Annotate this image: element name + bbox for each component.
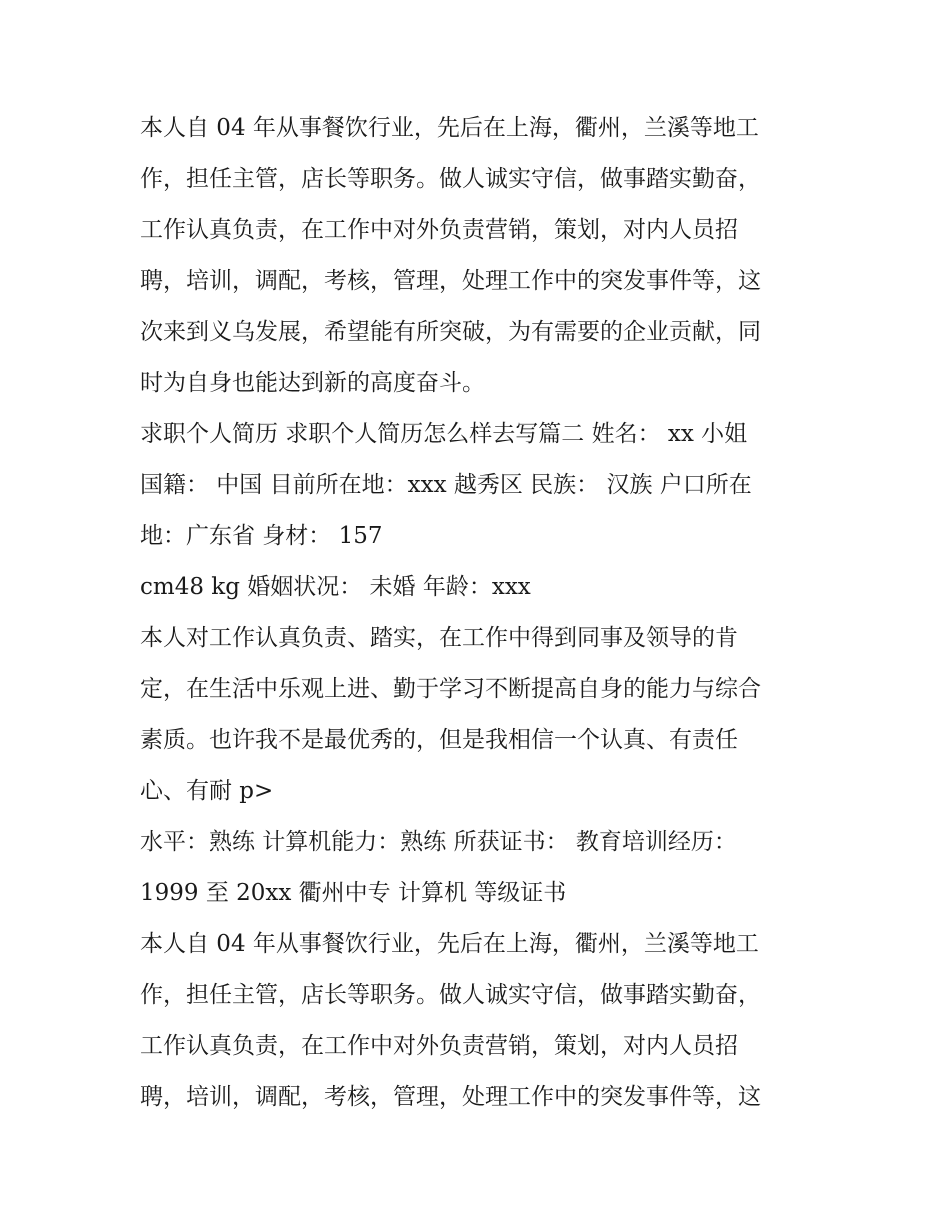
text-line: 心、有耐 p> xyxy=(140,778,274,804)
text-line: 聘，培训，调配，考核，管理，处理工作中的突发事件等，这 xyxy=(140,1084,761,1110)
text-line: 工作认真负责，在工作中对外负责营销，策划，对内人员招 xyxy=(140,1033,738,1059)
text-line: 水平：熟练 计算机能力：熟练 所获证书： 教育培训经历： xyxy=(140,829,737,855)
text-line: 国籍： 中国 目前所在地：xxx 越秀区 民族： 汉族 户口所在 xyxy=(140,472,752,498)
text-line: 作，担任主管，店长等职务。做人诚实守信，做事踏实勤奋， xyxy=(140,982,761,1008)
document-body xyxy=(140,103,820,1123)
text-line: 素质。也许我不是最优秀的，但是我相信一个认真、有责任 xyxy=(140,727,738,753)
text-line: 聘，培训，调配，考核，管理，处理工作中的突发事件等，这 xyxy=(140,268,761,294)
text-line: 定，在生活中乐观上进、勤于学习不断提高自身的能力与综合 xyxy=(140,676,761,702)
text-line: 地：广东省 身材： 157 xyxy=(140,523,383,549)
text-line: 次来到义乌发展，希望能有所突破，为有需要的企业贡献，同 xyxy=(140,319,761,345)
text-line: cm48 kg 婚姻状况： 未婚 年龄：xxx xyxy=(140,574,531,600)
text-line: 本人自 04 年从事餐饮行业，先后在上海，衢州，兰溪等地工 xyxy=(140,115,759,141)
text-line: 作，担任主管，店长等职务。做人诚实守信，做事踏实勤奋， xyxy=(140,166,761,192)
text-line: 本人对工作认真负责、踏实，在工作中得到同事及领导的肯 xyxy=(140,625,738,651)
text-line: 1999 至 20xx 衢州中专 计算机 等级证书 xyxy=(140,880,567,906)
text-line: 时为自身也能达到新的高度奋斗。 xyxy=(140,370,485,396)
text-line: 工作认真负责，在工作中对外负责营销，策划，对内人员招 xyxy=(140,217,738,243)
text-line: 求职个人简历 求职个人简历怎么样去写篇二 姓名： xx 小姐 xyxy=(140,421,748,447)
text-line: 本人自 04 年从事餐饮行业，先后在上海，衢州，兰溪等地工 xyxy=(140,931,759,957)
